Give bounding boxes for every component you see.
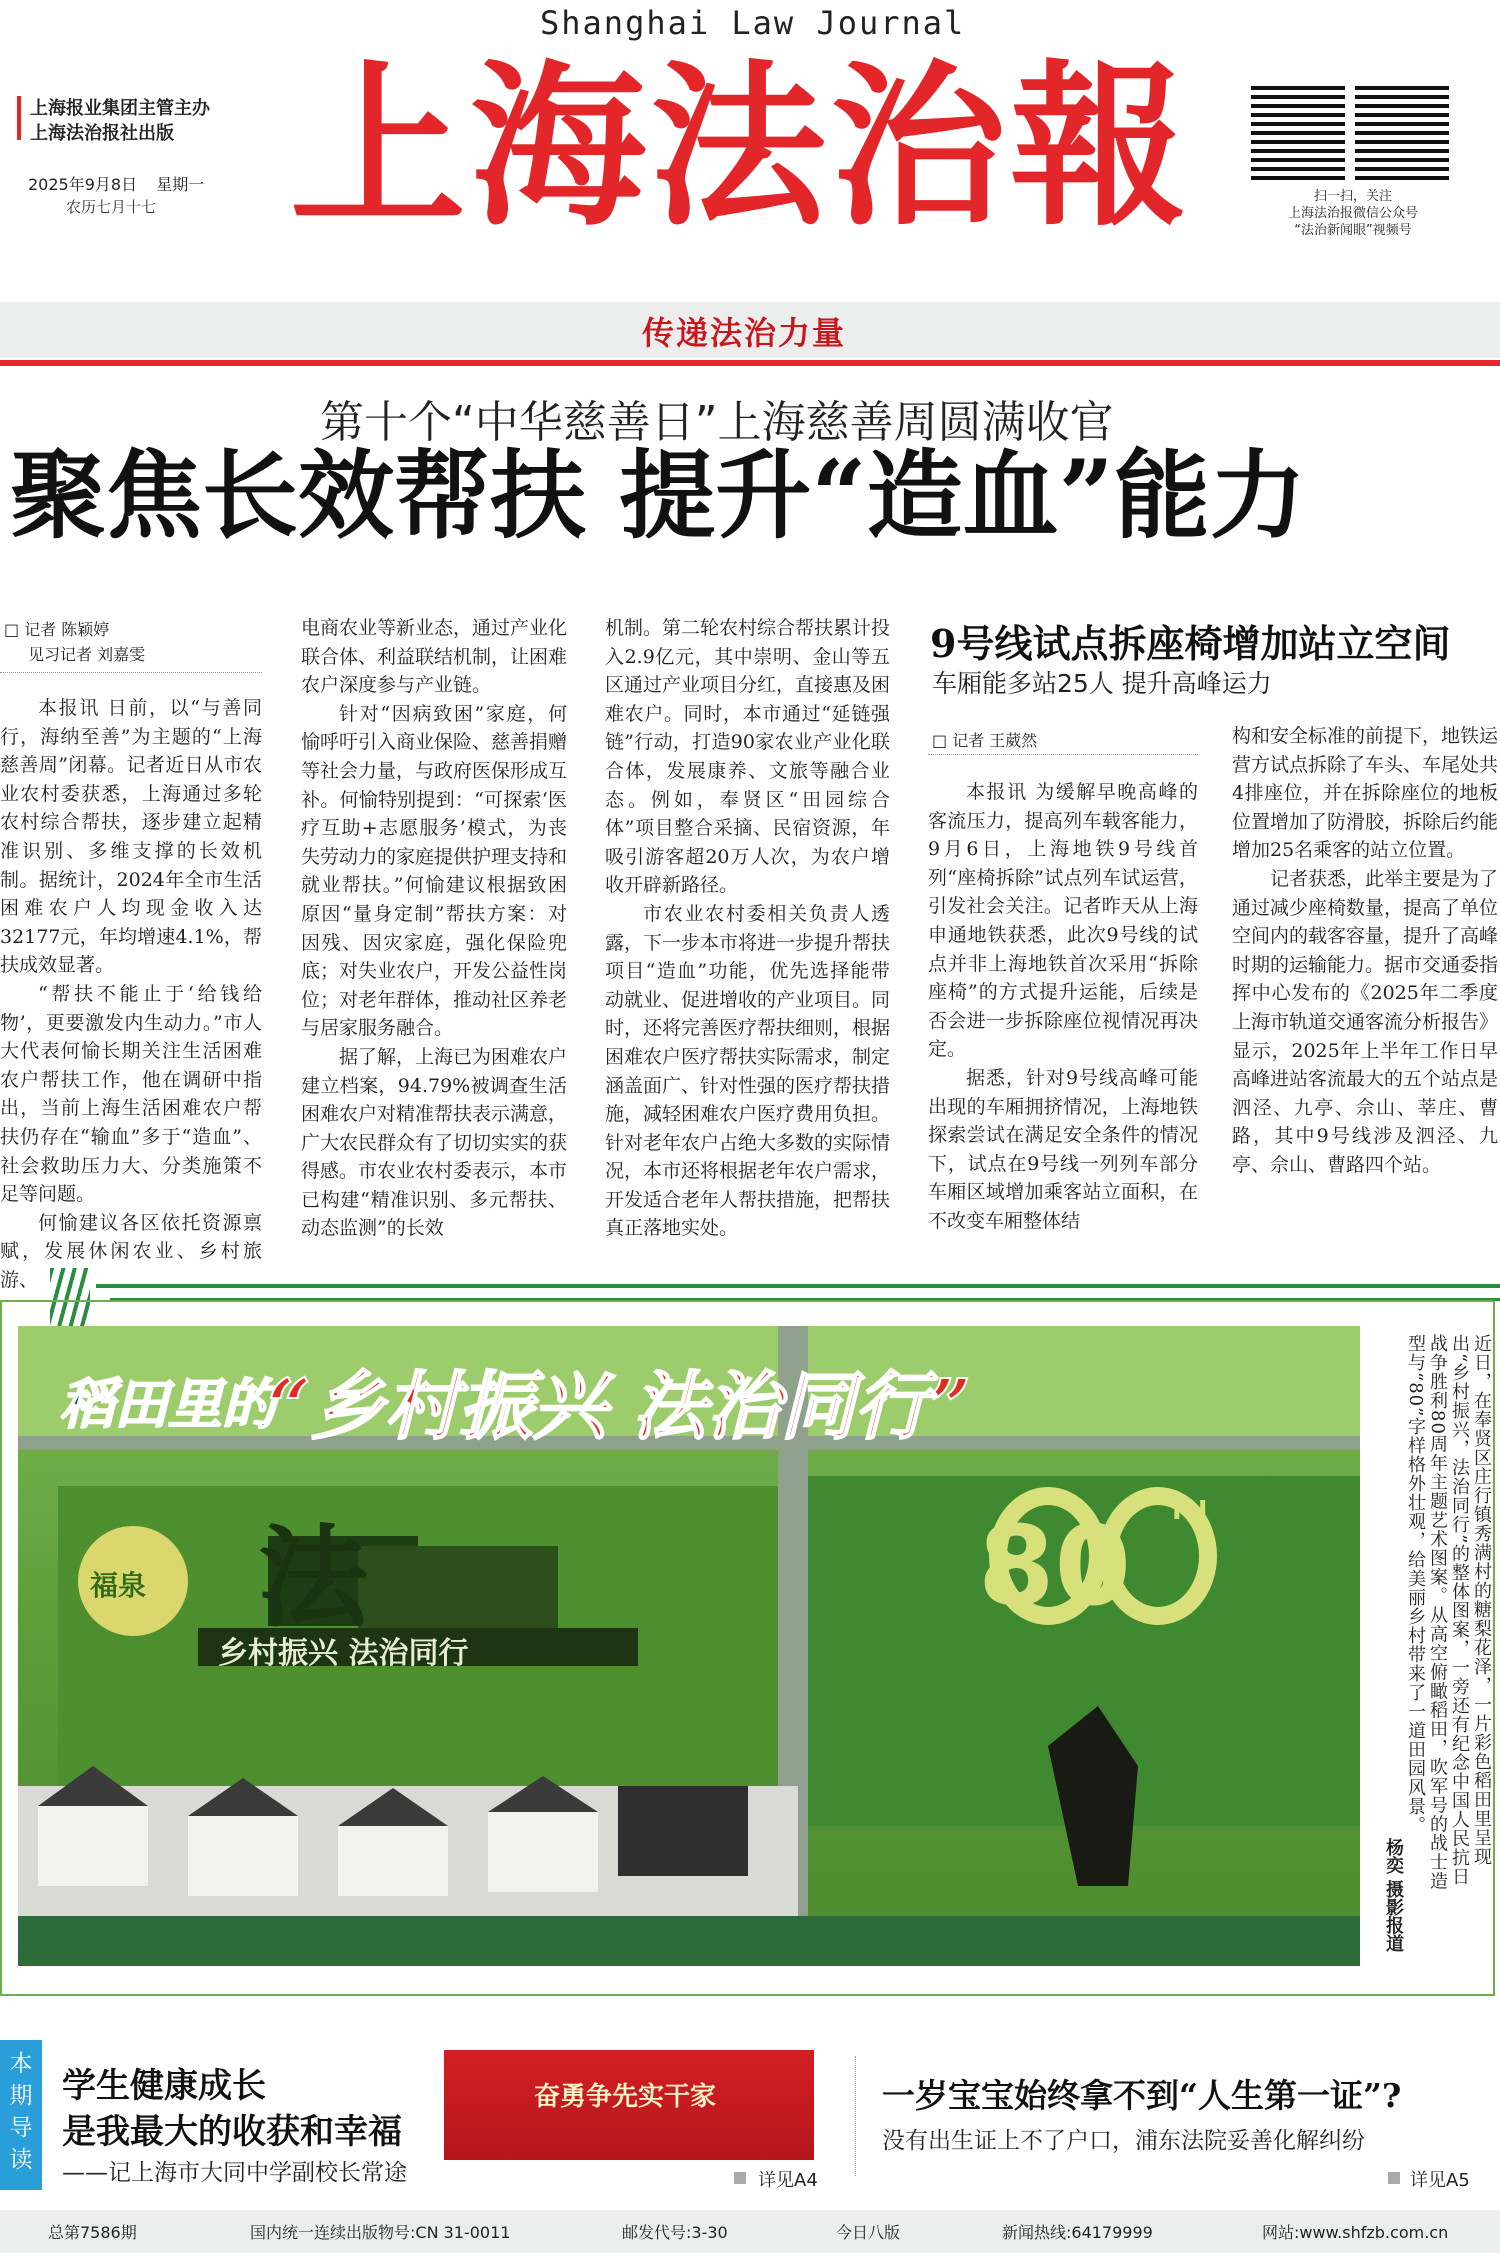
lead-col1-para-2: “帮扶不能止于‘给钱给物’，更要激发内生动力。”市人大代表何愉长期关注生活困难农户帮扶工作，他在调研中指出，当前上海生活困难农户帮扶仍存在“输血”多于“造血”、社会救助压力大、分类施策不足等问题。 [0,982,262,1206]
digest-label [0,2040,42,2190]
lead-headline: 聚焦长效帮扶 提升“造血”能力 [10,439,1306,552]
qr-code-wechat[interactable] [1251,86,1345,180]
date: 2025年9月8日 [28,175,138,194]
metro-byline: □ 记者 王葳然 [932,731,1038,750]
footer-hotline: 新闻热线:64179999 [1002,2223,1153,2242]
footer-cn: 国内统一连续出版物号:CN 31-0011 [250,2223,511,2242]
qr-caption-2: 上海法治报微信公众号 [1287,206,1418,221]
digest-item1-line1[interactable]: 学生健康成长 [62,2066,266,2106]
issue-date [28,172,204,195]
photo-caption: 近日，在奉贤区庄行镇秀满村的糖梨花泽，一片彩色稻田里呈现出“乡村振兴，法治同行”的整体图案，一旁还有纪念中国人民抗日战争胜利80周年主题艺术图案。从高空俯瞰稻田，吹军号的战士造型与“80”字样格外壮观，给美丽乡村带来了一道田园风景。 [1405,1334,1492,1891]
publisher-marker [17,96,21,140]
photo-top-band [96,1284,1500,1288]
qr-caption [1248,188,1458,239]
lead-byline-2: 见习记者 刘嘉雯 [28,645,146,664]
metro-subhead: 车厢能多站25人 提升高峰运力 [932,669,1272,698]
metro-col1-para-2: 据悉，针对9号线高峰可能出现的车厢拥挤情况，上海地铁探索尝试在满足安全条件的情况下，试点在9号线一列列车部分车厢区域增加乘客站立面积，在不改变车厢整体结 [928,1066,1198,1232]
digest-item2-see[interactable]: 详见A5 [1410,2170,1470,2191]
digest-banner-text: 奋勇争先实干家 [534,2082,717,2112]
lead-col2-para-2: 针对“因病致困”家庭，何愉呼吁引入商业保险、慈善捐赠等社会力量，与政府医保形成互补。何愉特别提到：“可探索‘医疗互助+志愿服务’模式，为丧失劳动力的家庭提供护理支持和就业帮扶。”何愉建议根据致困原因“量身定制”帮扶方案：对因残、因灾家庭，强化保险兜底；对失业农户，开发公益性岗位；对老年群体，推动社区养老与居家服务融合。 [301,702,568,1040]
lead-col1-para-3: 何愉建议各区依托资源禀赋，发展休闲农业、乡村旅游、 [0,1211,262,1291]
field-fa-character: 法 [258,1513,368,1642]
lead-col2-para-1: 电商农业等新业态，通过产业化联合体、利益联结机制，让困难农户深度参与产业链。 [301,617,568,697]
footer-pages: 今日八版 [836,2223,901,2242]
metro-column-2 [1232,722,1498,1234]
publisher-line-1: 上海报业集团主管主办 [30,98,210,119]
photo-title-quote: “乡村振兴 法治同行” [268,1364,971,1450]
lead-col3-para-1: 机制。第二轮农村综合帮扶累计投入2.9亿元，其中崇明、金山等五区通过产业项目分红，直接惠及困难农户。同时，本市通过“延链强链”行动，打造90家农业产业化联合体，发展康养、文旅等融合业态。例如，奉贤区“田园综合体”项目整合采摘、民宿资源，年吸引游客超20万人次，为农户增收开辟新路径。 [605,617,891,897]
field-logo: 福泉 [90,1569,147,1602]
weekday: 星期一 [156,175,205,194]
lead-column-1 [0,694,262,1291]
digest-label-2: 期 [9,2083,33,2109]
footer-postal: 邮发代号:3-30 [622,2223,728,2242]
digest-divider [855,2056,856,2176]
metro-byline-rule [928,754,1198,755]
square-bullet-icon-2 [1388,2172,1400,2184]
field-th-badge: TH [1168,1496,1208,1526]
masthead-rule [0,360,1500,366]
lead-col3-para-2: 市农业农村委相关负责人透露，下一步本市将进一步提升帮扶项目“造血”功能，优先选择能带动就业、促进增收的产业项目。同时，还将完善医疗帮扶细则，根据困难农户医疗帮扶实际需求，制定涵盖面广、针对性强的医疗帮扶措施，减轻困难农户医疗费用负担。针对老年农户占绝大多数的实际情况，本市还将根据老年农户需求，开发适合老年人帮扶措施，把帮扶真正落地实处。 [605,902,891,1240]
photo-credit: 杨奕 摄影报道 [1383,1838,1404,1953]
metro-col2-para-1: 构和安全标准的前提下，地铁运营方试点拆除了车头、车尾处共4排座位，并在拆除座位的地板位置增加了防滑胶，拆除后约能增加25名乘客的站立位置。 [1232,725,1499,862]
photo-title-prefix: 稻田里的 [60,1372,276,1436]
digest-item1-line2[interactable]: 是我最大的收获和幸福 [62,2112,402,2152]
metro-col1-para-1: 本报讯 为缓解早晚高峰的客流压力，提高列车载客能力，9月6日，上海地铁9号线首列“座椅拆除”试点列车试运营，引发社会关注。记者昨天从上海申通地铁获悉，此次9号线的试点并非上海地铁首次采用“拆除座椅”的方式提升运能，后续是否会进一步拆除座位视情况再决定。 [928,781,1198,1061]
digest-label-4: 读 [9,2147,33,2173]
lead-byline-rule [0,672,262,673]
lead-kicker: 第十个“中华慈善日”上海慈善周圆满收官 [320,397,1114,448]
publisher-line-2: 上海法治报社出版 [30,123,174,144]
lead-col2-para-3: 据了解，上海已为困难农户建立档案，94.79%被调查生活困难农户对精准帮扶表示满意，广大农民群众有了切切实实的获得感。市农业农村委表示，本市已构建“精准识别、多元帮扶、动态监测”的长效 [301,1045,568,1240]
lead-col1-para-1: 本报讯 日前，以“与善同行，海纳至善”为主题的“上海慈善周”闭幕。记者近日从市农业农村委获悉，上海通过多轮农村综合帮扶，逐步建立起精准识别、多维支撑的长效机制。据统计，2024年全市生活困难农户人均现金收入达32177元，年均增速4.1%，帮扶成效显著。 [0,697,262,977]
footer-bar [0,2210,1500,2253]
metro-headline: 9号线试点拆座椅增加站立空间 [930,621,1451,666]
footer-website[interactable]: 网站:www.shfzb.com.cn [1262,2223,1449,2242]
digest-item2-sub: 没有出生证上不了户口，浦东法院妥善化解纠纷 [882,2128,1365,2154]
metro-column-1 [928,778,1198,1234]
square-bullet-icon [734,2172,746,2184]
lead-column-2 [301,614,568,1240]
masthead-english: Shanghai Law Journal [540,4,966,42]
digest-banner [444,2050,814,2160]
digest-item1-see[interactable]: 详见A4 [758,2170,818,2191]
rice-field-photo [18,1326,1360,1966]
field-80-badge: 80 [978,1502,1132,1630]
masthead-title: 上海法治報 [290,43,1191,250]
qr-code-video[interactable] [1355,86,1449,180]
metro-col2-para-2: 记者获悉，此举主要是为了通过减少座椅数量，提高了单位空间内的载客容量，提升了高峰时期的运输能力。据市交通委指挥中心发布的《2025年二季度上海市轨道交通客流分析报告》显示，2025年上半年工作日早高峰进站客流最大的五个站点是泗泾、九亭、佘山、莘庄、曹路，其中9号线涉及泗泾、九亭、佘山、曹路四个站。 [1232,867,1499,1176]
digest-label-1: 本 [9,2051,33,2077]
digest-item2-title[interactable]: 一岁宝宝始终拿不到“人生第一证”? [882,2076,1402,2115]
digest-item1-sub: ——记上海市大同中学副校长常途 [62,2160,407,2186]
lead-byline-1: □ 记者 陈颖婷 [4,620,110,639]
lunar-date: 农历七月十七 [66,198,157,216]
digest-label-3: 导 [9,2115,33,2141]
lead-column-3 [605,614,891,1240]
qr-caption-1: 扫一扫，关注 [1313,189,1392,204]
qr-caption-3: “法治新闻眼”视频号 [1294,223,1412,238]
field-banner: 乡村振兴 法治同行 [218,1636,469,1671]
footer-issue: 总第7586期 [48,2223,137,2242]
slogan: 传递法治力量 [642,314,847,352]
